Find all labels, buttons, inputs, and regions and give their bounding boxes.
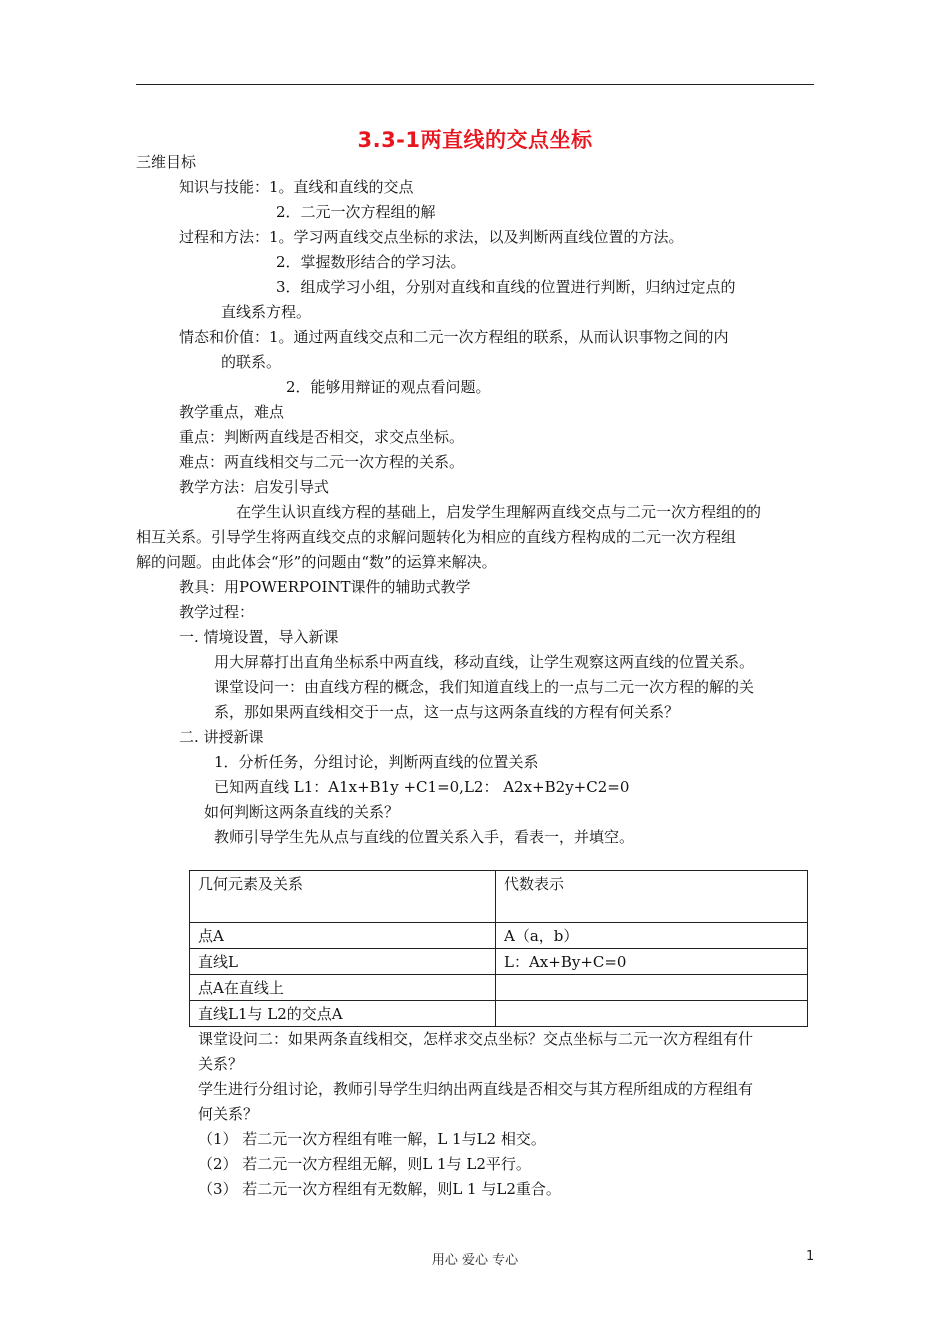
text-line: 如何判断这两条直线的关系？ [204, 803, 400, 821]
table-row [190, 923, 808, 949]
list-item: （3） 若二元一次方程组有无数解，则L 1 与L2重合。 [198, 1180, 561, 1198]
table-cell [496, 1001, 808, 1027]
text-line: 情态和价值：1。通过两直线交点和二元一次方程组的联系，从而认识事物之间的内 [179, 328, 729, 346]
text-line: 学生进行分组讨论，教师引导学生归纳出两直线是否相交与其方程所组成的方程组有 [198, 1080, 754, 1098]
page-number: 1 [806, 1249, 815, 1264]
table-header-cell: 代数表示 [496, 871, 808, 923]
text-line: 教学重点，难点 [179, 403, 285, 421]
text-line: 2．二元一次方程组的解 [276, 203, 436, 221]
list-item: （2） 若二元一次方程组无解，则L 1与 L2平行。 [198, 1155, 531, 1173]
table-cell: A（a，b） [496, 923, 808, 949]
text-line: 的联系。 [221, 353, 282, 371]
text-line: 解的问题。由此体会“形”的问题由“数”的运算来解决。 [136, 553, 497, 571]
text-line: 三维目标 [136, 153, 197, 171]
list-item: （1） 若二元一次方程组有唯一解，L 1与L2 相交。 [198, 1130, 546, 1148]
text-line: 课堂设问一：由直线方程的概念，我们知道直线上的一点与二元一次方程的解的关 [214, 678, 755, 696]
text-line: 教具：用POWERPOINT课件的辅助式教学 [179, 578, 471, 596]
text-line: 知识与技能：1。直线和直线的交点 [179, 178, 414, 196]
text-line: 直线系方程。 [221, 303, 312, 321]
text-line: 2．掌握数形结合的学习法。 [276, 253, 466, 271]
table-cell: 直线L1与 L2的交点A [190, 1001, 496, 1027]
text-line: 3．组成学习小组，分别对直线和直线的位置进行判断，归纳过定点的 [276, 278, 736, 296]
text-line: 在学生认识直线方程的基础上，启发学生理解两直线交点与二元一次方程组的的 [236, 503, 762, 521]
text-line: 教学方法：启发引导式 [179, 478, 330, 496]
text-line: 关系？ [198, 1055, 244, 1073]
text-line: 过程和方法：1。学习两直线交点坐标的求法，以及判断两直线位置的方法。 [179, 228, 684, 246]
header-rule [136, 84, 814, 85]
text-line: 1．分析任务，分组讨论，判断两直线的位置关系 [214, 753, 539, 771]
table-row [190, 975, 808, 1001]
text-line: 重点：判断两直线是否相交，求交点坐标。 [179, 428, 465, 446]
table-cell: 点A在直线上 [190, 975, 496, 1001]
section-heading: 二. 讲授新课 [179, 728, 264, 746]
text-line: 何关系？ [198, 1105, 259, 1123]
page-footer: 用心 爱心 专心 [431, 1253, 519, 1268]
page-title: 3.3-1两直线的交点坐标 [357, 128, 593, 152]
text-line: 课堂设问二：如果两条直线相交，怎样求交点坐标？交点坐标与二元一次方程组有什 [198, 1030, 754, 1048]
text-line: 相互关系。引导学生将两直线交点的求解问题转化为相应的直线方程构成的二元一次方程组 [136, 528, 737, 546]
text-line: 难点：两直线相交与二元一次方程的关系。 [179, 453, 465, 471]
text-line: 教师引导学生先从点与直线的位置关系入手，看表一，并填空。 [214, 828, 635, 846]
text-line: 用大屏幕打出直角坐标系中两直线，移动直线，让学生观察这两直线的位置关系。 [214, 653, 755, 671]
table-row [190, 949, 808, 975]
text-line: 已知两直线 L1：A1x+B1y +C1=0,L2： A2x+B2y+C2=0 [214, 778, 630, 796]
relation-table [189, 870, 808, 1027]
section-heading: 一. 情境设置，导入新课 [179, 628, 339, 646]
table-row [190, 1001, 808, 1027]
table-cell: 直线L [190, 949, 496, 975]
text-line: 2．能够用辩证的观点看问题。 [286, 378, 491, 396]
text-line: 系，那如果两直线相交于一点，这一点与这两条直线的方程有何关系？ [214, 703, 680, 721]
text-line: 教学过程： [179, 603, 255, 621]
table-cell: 点A [190, 923, 496, 949]
table-cell [496, 975, 808, 1001]
table-cell: L：Ax+By+C=0 [496, 949, 808, 975]
table-header-cell: 几何元素及关系 [190, 871, 496, 923]
table-header-row [190, 871, 808, 923]
